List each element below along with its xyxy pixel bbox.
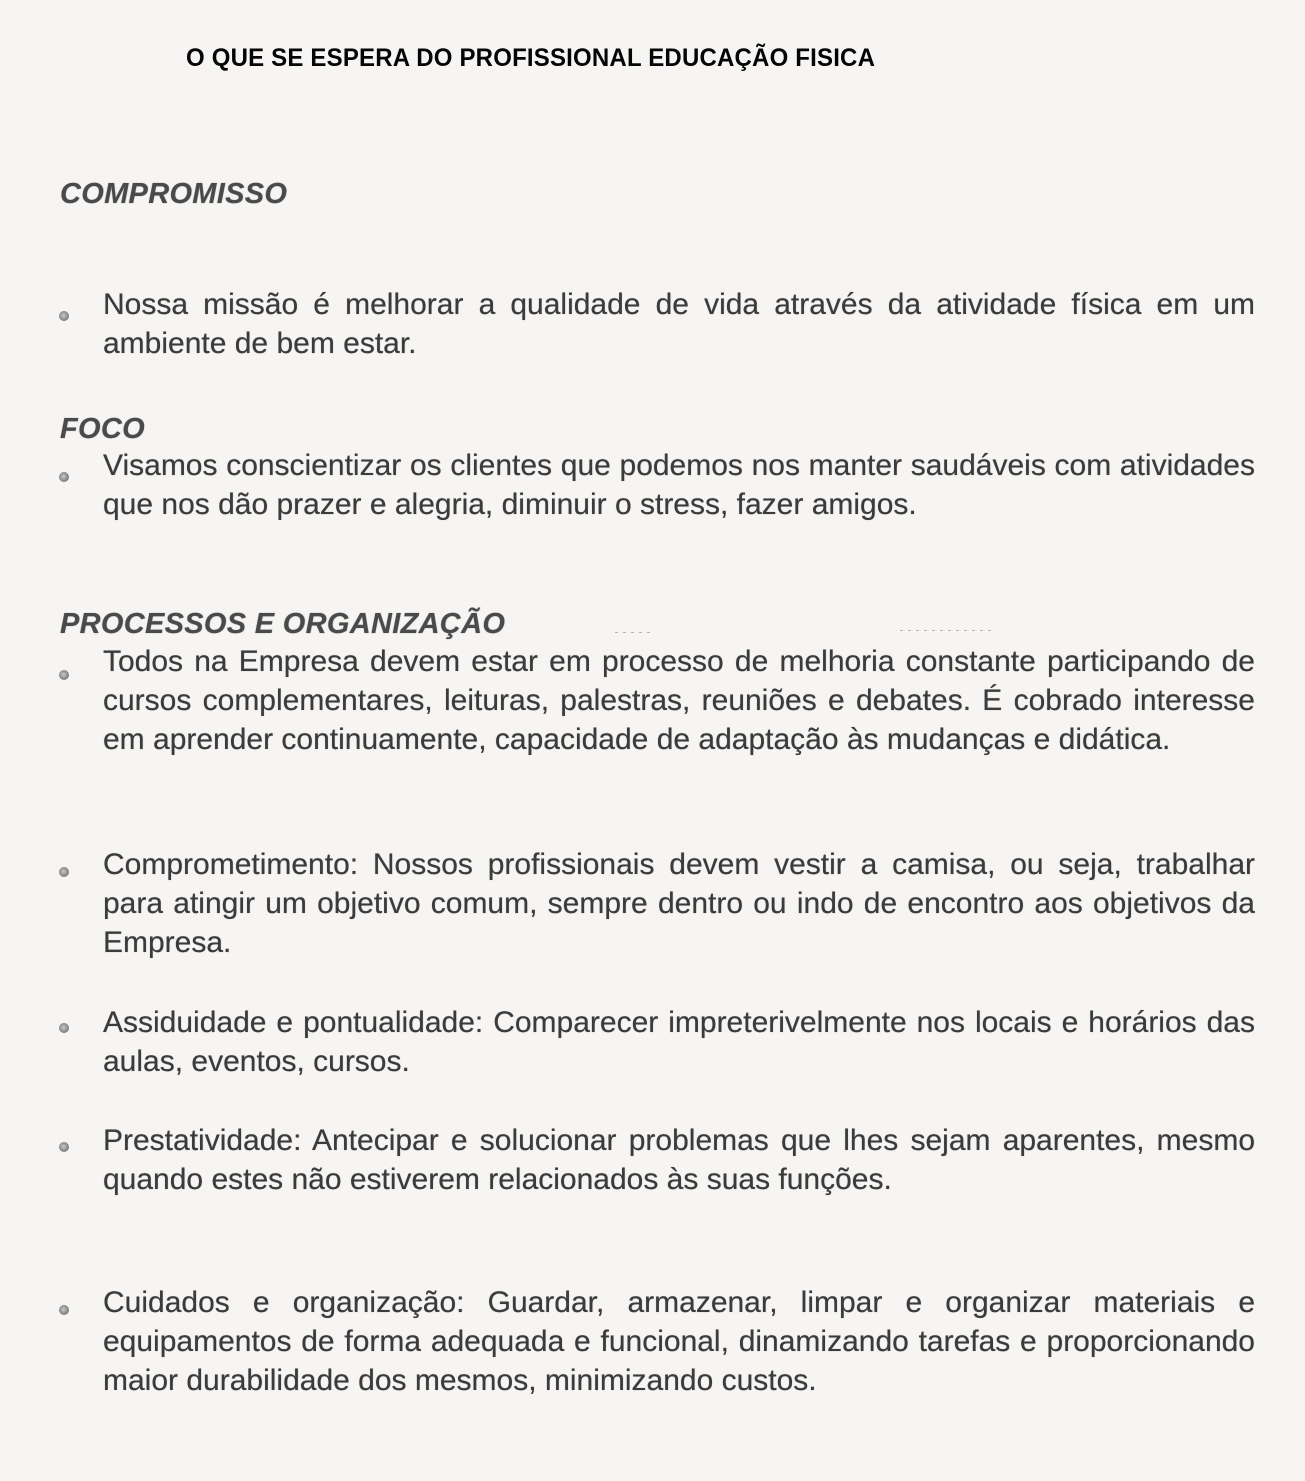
list-item-text: Nossa missão é melhorar a qualidade de vida através da atividade física em um ambiente de bem estar. (103, 288, 1255, 360)
bullet-icon (59, 1142, 69, 1152)
list-item-text: Prestatividade: Antecipar e solucionar problemas que lhes sejam aparentes, mesmo quando estes não estiverem relacionados às suas funções. (103, 1124, 1255, 1196)
page-title: O QUE SE ESPERA DO PROFISSIONAL EDUCAÇÃO FISICA (186, 44, 876, 72)
bullet-icon (59, 867, 69, 877)
bullet-icon (59, 1023, 69, 1033)
list-item-text: Todos na Empresa devem estar em processo de melhoria constante participando de cursos complementares, leituras, palestras, reuniões e debates. É cobrado interesse em aprender continuamente, capacidade de adaptação às mudanças e didática. (103, 645, 1255, 756)
section-heading-compromisso: COMPROMISSO (60, 178, 288, 210)
bullet-icon (59, 1305, 69, 1315)
section-heading-processos-e-organizacao: PROCESSOS E ORGANIZAÇÃO (60, 608, 506, 640)
bullet-icon (59, 472, 69, 482)
scan-artifact (900, 630, 995, 631)
bullet-icon (59, 670, 69, 680)
bullet-icon (59, 311, 69, 321)
list-item-text: Visamos conscientizar os clientes que podemos nos manter saudáveis com atividades que nos dão prazer e alegria, diminuir o stress, fazer amigos. (103, 449, 1255, 521)
list-item-text: Assiduidade e pontualidade: Comparecer impreterivelmente nos locais e horários das aulas, eventos, cursos. (103, 1006, 1255, 1078)
scan-artifact (615, 632, 655, 633)
section-heading-foco: FOCO (60, 413, 145, 445)
list-item-text: Comprometimento: Nossos profissionais devem vestir a camisa, ou seja, trabalhar para atingir um objetivo comum, sempre dentro ou indo de encontro aos objetivos da Empresa. (103, 848, 1255, 959)
list-item-text: Cuidados e organização: Guardar, armazenar, limpar e organizar materiais e equipamentos de forma adequada e funcional, dinamizando tarefas e proporcionando maior durabilidade dos mesmos, minimizando custos. (103, 1286, 1255, 1397)
